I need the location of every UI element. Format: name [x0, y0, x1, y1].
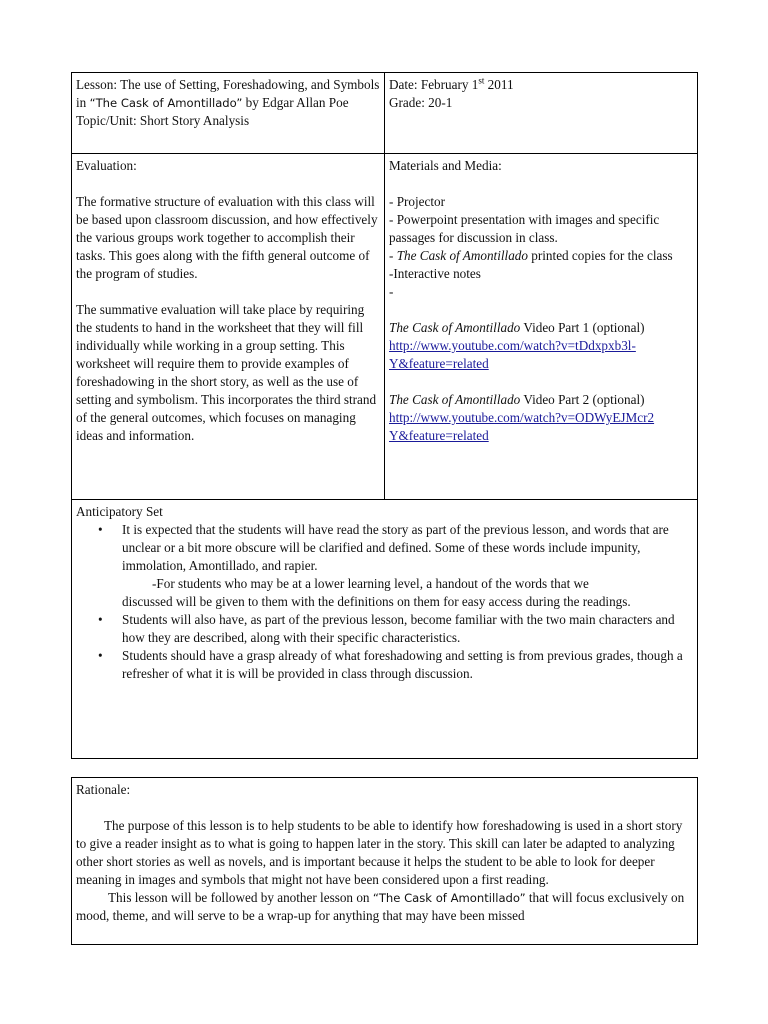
date-year: 2011 [484, 77, 514, 92]
video-1-suffix: Video Part 1 (optional) [520, 320, 645, 335]
video-2-url-line1: http://www.youtube.com/watch?v=ODWyEJMcr2 [389, 410, 655, 425]
lesson-grade: Grade: 20-1 [389, 95, 453, 110]
anticipatory-sub-note-first: -For students who may be at a lower learning level, a handout of the words that we [152, 576, 589, 591]
bullet-icon: • [98, 612, 103, 627]
anticipatory-list [76, 521, 693, 575]
material-blank-item: - [389, 284, 394, 299]
anticipatory-set-cell [72, 500, 697, 758]
rationale-table [71, 777, 698, 945]
anticipatory-list-continued [76, 611, 693, 683]
video-1-title: The Cask of Amontillado [389, 320, 521, 335]
video-2-title: The Cask of Amontillado [389, 392, 521, 407]
video-1-link[interactable] [389, 338, 636, 371]
anticipatory-heading: Anticipatory Set [76, 504, 163, 519]
date-label: Date: February 1 [389, 77, 479, 92]
rationale-paragraph-1: The purpose of this lesson is to help students to be able to identify how foreshadowing is used in a short story to give a reader insight as to what is going to happen later in the story. This skill can later be adapted to analyzing other short stories as well as novels, and is important because it helps the student to be able to look for deeper meaning in images and symbols that might not have been considered upon a first reading. [76, 818, 683, 887]
lesson-title-text: Lesson: The use of Setting, Foreshadowing, and Symbols in [76, 77, 380, 110]
anticipatory-sub-note-rest: discussed will be given to them with the definitions on them for easy access during the readings. [122, 594, 631, 609]
rationale-paragraph-2 [76, 889, 693, 925]
anticipatory-bullet-3: Students should have a grasp already of what foreshadowing and setting is from previous grades, though a refresher of what it is will be provided in class through discussion. [122, 648, 683, 681]
list-item [76, 521, 693, 575]
video-2-link-block [389, 409, 693, 445]
lesson-date [389, 76, 693, 94]
video-2-url-line2: Y&feature=related [389, 428, 489, 443]
evaluation-heading: Evaluation: [76, 158, 137, 173]
video-2-label [389, 391, 693, 409]
anticipatory-bullet-1: It is expected that the students will have read the story as part of the previous lesson, and words that are unclear or a bit more obscure will be clarified and defined. Some of these words include impunity, immolation, Amontillado, and rapier. [122, 522, 669, 573]
lesson-author: by Edgar Allan Poe [242, 95, 349, 110]
summative-evaluation: The summative evaluation will take place by requiring the students to hand in the worksheet that they will fill individually while working in a group setting. This worksheet will require them to provide examples of foreshadowing in the short story, as well as the use of setting and symbolism. This incorporates the third strand of the general outcomes, which focuses on managing ideas and information. [76, 302, 377, 443]
material-powerpoint: - Powerpoint presentation with images and specific passages for discussion in class. [389, 212, 660, 245]
list-item [76, 611, 693, 647]
video-1-url-line2: Y&feature=related [389, 356, 489, 371]
materials-heading: Materials and Media: [389, 158, 502, 173]
video-2-link[interactable] [389, 410, 654, 443]
rationale-story-title: “The Cask of Amontillado” [372, 891, 526, 905]
lesson-title [76, 76, 380, 112]
video-1-link-block [389, 337, 693, 373]
video-1-label [389, 319, 693, 337]
rationale-para2-prefix: This lesson will be followed by another lesson on [108, 890, 373, 905]
video-1-url-line1: http://www.youtube.com/watch?v=tDdxpxb3l- [389, 338, 636, 353]
material-copies-text: printed copies for the class [527, 248, 673, 263]
evaluation-cell [72, 154, 385, 500]
list-item [76, 647, 693, 683]
material-copies [389, 247, 693, 265]
formative-evaluation: The formative structure of evaluation with this class will be based upon classroom discussion, and how effectively the various groups work together to accomplish their tasks. This goes along with the fifth general outcome of the program of studies. [76, 194, 378, 281]
material-notes: -Interactive notes [389, 266, 481, 281]
materials-cell [385, 154, 697, 500]
material-copies-title: The Cask of Amontillado [396, 248, 528, 263]
rationale-cell [72, 778, 697, 944]
anticipatory-bullet-2: Students will also have, as part of the previous lesson, become familiar with the two main characters and how they are described, along with their specific characteristics. [122, 612, 675, 645]
rationale-heading: Rationale: [76, 782, 131, 797]
date-grade-cell [385, 73, 697, 154]
lesson-plan-table [71, 72, 698, 759]
video-2-suffix: Video Part 2 (optional) [520, 392, 645, 407]
material-copies-dash: - [389, 248, 397, 263]
lesson-topic: Topic/Unit: Short Story Analysis [76, 113, 250, 128]
bullet-icon: • [98, 522, 103, 537]
date-ordinal: st [478, 75, 485, 86]
material-projector: - Projector [389, 194, 446, 209]
bullet-icon: • [98, 648, 103, 663]
lesson-title-cell [72, 73, 385, 154]
lesson-story-title: “The Cask of Amontillado” [89, 96, 243, 110]
rationale-para2-suffix: that will focus exclusively on mood, theme, and will serve to be a wrap-up for anything that may have been missed [76, 890, 685, 923]
